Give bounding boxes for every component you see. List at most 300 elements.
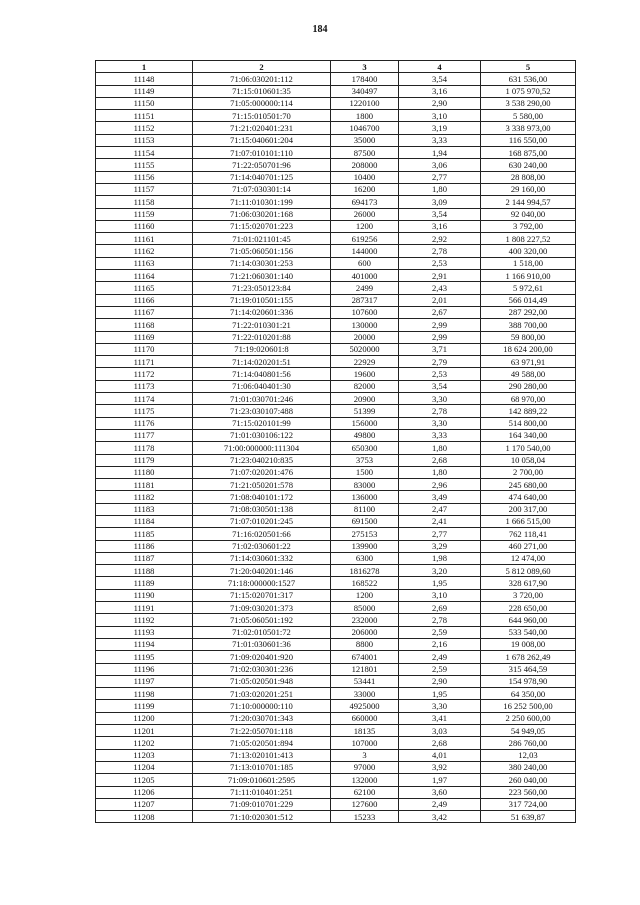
row-number-cell: 11171 bbox=[96, 356, 193, 368]
table-row bbox=[96, 417, 576, 429]
table-row bbox=[96, 122, 576, 134]
value-cell: 287 292,00 bbox=[481, 306, 576, 318]
row-number-cell: 11206 bbox=[96, 786, 193, 798]
row-number-cell: 11176 bbox=[96, 417, 193, 429]
rate-cell: 2,53 bbox=[399, 368, 481, 380]
row-number-cell: 11172 bbox=[96, 368, 193, 380]
table-row bbox=[96, 405, 576, 417]
area-cell: 15233 bbox=[331, 811, 399, 823]
area-cell: 178400 bbox=[331, 73, 399, 85]
row-number-cell: 11197 bbox=[96, 675, 193, 687]
cadastral-number-cell: 71:18:000000:1527 bbox=[193, 577, 331, 589]
rate-cell: 2,78 bbox=[399, 614, 481, 626]
cadastral-number-cell: 71:21:020401:231 bbox=[193, 122, 331, 134]
value-cell: 49 588,00 bbox=[481, 368, 576, 380]
cadastral-number-cell: 71:14:020601:336 bbox=[193, 306, 331, 318]
table-row bbox=[96, 712, 576, 724]
area-cell: 208000 bbox=[331, 159, 399, 171]
cadastral-table bbox=[95, 60, 576, 823]
cadastral-number-cell: 71:07:030301:14 bbox=[193, 183, 331, 195]
area-cell: 1200 bbox=[331, 220, 399, 232]
value-cell: 12,03 bbox=[481, 749, 576, 761]
value-cell: 644 960,00 bbox=[481, 614, 576, 626]
area-cell: 33000 bbox=[331, 688, 399, 700]
cadastral-number-cell: 71:02:030301:236 bbox=[193, 663, 331, 675]
table-row bbox=[96, 183, 576, 195]
value-cell: 54 949,05 bbox=[481, 725, 576, 737]
row-number-cell: 11168 bbox=[96, 319, 193, 331]
row-number-cell: 11181 bbox=[96, 479, 193, 491]
row-number-cell: 11203 bbox=[96, 749, 193, 761]
area-cell: 132000 bbox=[331, 774, 399, 786]
cadastral-number-cell: 71:05:020501:948 bbox=[193, 675, 331, 687]
cadastral-number-cell: 71:23:040210:835 bbox=[193, 454, 331, 466]
area-cell: 694173 bbox=[331, 196, 399, 208]
cadastral-number-cell: 71:22:010201:88 bbox=[193, 331, 331, 343]
value-cell: 3 338 973,00 bbox=[481, 122, 576, 134]
cadastral-number-cell: 71:19:010501:155 bbox=[193, 294, 331, 306]
row-number-cell: 11183 bbox=[96, 503, 193, 515]
area-cell: 3753 bbox=[331, 454, 399, 466]
area-cell: 600 bbox=[331, 257, 399, 269]
table-row bbox=[96, 466, 576, 478]
area-cell: 1046700 bbox=[331, 122, 399, 134]
area-cell: 650300 bbox=[331, 442, 399, 454]
area-cell: 87500 bbox=[331, 147, 399, 159]
row-number-cell: 11204 bbox=[96, 761, 193, 773]
area-cell: 83000 bbox=[331, 479, 399, 491]
area-cell: 340497 bbox=[331, 85, 399, 97]
table-row bbox=[96, 220, 576, 232]
cadastral-number-cell: 71:11:010301:199 bbox=[193, 196, 331, 208]
table-row bbox=[96, 97, 576, 109]
value-cell: 59 800,00 bbox=[481, 331, 576, 343]
value-cell: 5 972,61 bbox=[481, 282, 576, 294]
row-number-cell: 11163 bbox=[96, 257, 193, 269]
rate-cell: 3,20 bbox=[399, 565, 481, 577]
table-row bbox=[96, 331, 576, 343]
area-cell: 121801 bbox=[331, 663, 399, 675]
rate-cell: 2,59 bbox=[399, 626, 481, 638]
area-cell: 619256 bbox=[331, 233, 399, 245]
area-cell: 97000 bbox=[331, 761, 399, 773]
rate-cell: 2,77 bbox=[399, 171, 481, 183]
table-row bbox=[96, 786, 576, 798]
cadastral-number-cell: 71:00:000000:111304 bbox=[193, 442, 331, 454]
area-cell: 19600 bbox=[331, 368, 399, 380]
column-header-3: 3 bbox=[331, 61, 399, 73]
cadastral-number-cell: 71:15:010601:35 bbox=[193, 85, 331, 97]
value-cell: 116 550,00 bbox=[481, 134, 576, 146]
table-row bbox=[96, 343, 576, 355]
table-row bbox=[96, 110, 576, 122]
row-number-cell: 11152 bbox=[96, 122, 193, 134]
table-row bbox=[96, 663, 576, 675]
row-number-cell: 11179 bbox=[96, 454, 193, 466]
rate-cell: 2,53 bbox=[399, 257, 481, 269]
table-row bbox=[96, 429, 576, 441]
row-number-cell: 11207 bbox=[96, 798, 193, 810]
table-row bbox=[96, 442, 576, 454]
cadastral-number-cell: 71:14:030601:332 bbox=[193, 552, 331, 564]
area-cell: 1816278 bbox=[331, 565, 399, 577]
column-header-4: 4 bbox=[399, 61, 481, 73]
value-cell: 1 678 262,49 bbox=[481, 651, 576, 663]
table-row bbox=[96, 552, 576, 564]
value-cell: 762 118,41 bbox=[481, 528, 576, 540]
area-cell: 81100 bbox=[331, 503, 399, 515]
table-row bbox=[96, 171, 576, 183]
cadastral-number-cell: 71:05:060501:156 bbox=[193, 245, 331, 257]
rate-cell: 2,41 bbox=[399, 515, 481, 527]
value-cell: 630 240,00 bbox=[481, 159, 576, 171]
row-number-cell: 11196 bbox=[96, 663, 193, 675]
rate-cell: 3,30 bbox=[399, 417, 481, 429]
rate-cell: 2,49 bbox=[399, 651, 481, 663]
row-number-cell: 11165 bbox=[96, 282, 193, 294]
area-cell: 1220100 bbox=[331, 97, 399, 109]
row-number-cell: 11150 bbox=[96, 97, 193, 109]
rate-cell: 1,95 bbox=[399, 688, 481, 700]
cadastral-number-cell: 71:13:020101:413 bbox=[193, 749, 331, 761]
rate-cell: 1,80 bbox=[399, 466, 481, 478]
row-number-cell: 11158 bbox=[96, 196, 193, 208]
value-cell: 3 538 290,00 bbox=[481, 97, 576, 109]
rate-cell: 3,42 bbox=[399, 811, 481, 823]
row-number-cell: 11200 bbox=[96, 712, 193, 724]
value-cell: 1 075 970,52 bbox=[481, 85, 576, 97]
area-cell: 6300 bbox=[331, 552, 399, 564]
area-cell: 49800 bbox=[331, 429, 399, 441]
cadastral-number-cell: 71:07:010201:245 bbox=[193, 515, 331, 527]
area-cell: 82000 bbox=[331, 380, 399, 392]
rate-cell: 2,99 bbox=[399, 331, 481, 343]
rate-cell: 3,09 bbox=[399, 196, 481, 208]
table-row bbox=[96, 798, 576, 810]
row-number-cell: 11198 bbox=[96, 688, 193, 700]
area-cell: 1500 bbox=[331, 466, 399, 478]
header-row bbox=[96, 61, 576, 73]
table-row bbox=[96, 134, 576, 146]
cadastral-number-cell: 71:02:030601:22 bbox=[193, 540, 331, 552]
rate-cell: 2,90 bbox=[399, 97, 481, 109]
value-cell: 400 320,00 bbox=[481, 245, 576, 257]
rate-cell: 2,49 bbox=[399, 798, 481, 810]
table-row bbox=[96, 577, 576, 589]
rate-cell: 3,03 bbox=[399, 725, 481, 737]
area-cell: 1800 bbox=[331, 110, 399, 122]
table-row bbox=[96, 368, 576, 380]
row-number-cell: 11186 bbox=[96, 540, 193, 552]
table-row bbox=[96, 356, 576, 368]
cadastral-number-cell: 71:08:030501:138 bbox=[193, 503, 331, 515]
rate-cell: 3,16 bbox=[399, 85, 481, 97]
value-cell: 92 040,00 bbox=[481, 208, 576, 220]
cadastral-number-cell: 71:06:030201:168 bbox=[193, 208, 331, 220]
cadastral-number-cell: 71:06:040401:30 bbox=[193, 380, 331, 392]
row-number-cell: 11182 bbox=[96, 491, 193, 503]
cadastral-number-cell: 71:20:040201:146 bbox=[193, 565, 331, 577]
value-cell: 168 875,00 bbox=[481, 147, 576, 159]
cadastral-number-cell: 71:22:050701:118 bbox=[193, 725, 331, 737]
cadastral-number-cell: 71:06:030201:112 bbox=[193, 73, 331, 85]
value-cell: 1 666 515,00 bbox=[481, 515, 576, 527]
table-row bbox=[96, 294, 576, 306]
rate-cell: 1,80 bbox=[399, 442, 481, 454]
value-cell: 3 792,00 bbox=[481, 220, 576, 232]
table-row bbox=[96, 749, 576, 761]
table-row bbox=[96, 774, 576, 786]
cadastral-number-cell: 71:05:020501:894 bbox=[193, 737, 331, 749]
cadastral-number-cell: 71:23:050123:84 bbox=[193, 282, 331, 294]
area-cell: 139900 bbox=[331, 540, 399, 552]
value-cell: 286 760,00 bbox=[481, 737, 576, 749]
value-cell: 474 640,00 bbox=[481, 491, 576, 503]
value-cell: 460 271,00 bbox=[481, 540, 576, 552]
rate-cell: 2,99 bbox=[399, 319, 481, 331]
row-number-cell: 11178 bbox=[96, 442, 193, 454]
row-number-cell: 11164 bbox=[96, 270, 193, 282]
area-cell: 674001 bbox=[331, 651, 399, 663]
row-number-cell: 11161 bbox=[96, 233, 193, 245]
cadastral-number-cell: 71:14:040701:125 bbox=[193, 171, 331, 183]
row-number-cell: 11185 bbox=[96, 528, 193, 540]
rate-cell: 2,68 bbox=[399, 737, 481, 749]
rate-cell: 2,78 bbox=[399, 405, 481, 417]
row-number-cell: 11190 bbox=[96, 589, 193, 601]
area-cell: 206000 bbox=[331, 626, 399, 638]
rate-cell: 3,54 bbox=[399, 208, 481, 220]
row-number-cell: 11202 bbox=[96, 737, 193, 749]
value-cell: 164 340,00 bbox=[481, 429, 576, 441]
table-row bbox=[96, 688, 576, 700]
area-cell: 107000 bbox=[331, 737, 399, 749]
table-row bbox=[96, 811, 576, 823]
row-number-cell: 11193 bbox=[96, 626, 193, 638]
table-row bbox=[96, 208, 576, 220]
table-row bbox=[96, 565, 576, 577]
area-cell: 51399 bbox=[331, 405, 399, 417]
value-cell: 223 560,00 bbox=[481, 786, 576, 798]
value-cell: 19 008,00 bbox=[481, 638, 576, 650]
cadastral-number-cell: 71:14:040801:56 bbox=[193, 368, 331, 380]
table-row bbox=[96, 540, 576, 552]
cadastral-number-cell: 71:19:020601:8 bbox=[193, 343, 331, 355]
rate-cell: 2,43 bbox=[399, 282, 481, 294]
value-cell: 12 474,00 bbox=[481, 552, 576, 564]
value-cell: 260 040,00 bbox=[481, 774, 576, 786]
value-cell: 64 350,00 bbox=[481, 688, 576, 700]
value-cell: 1 170 540,00 bbox=[481, 442, 576, 454]
row-number-cell: 11166 bbox=[96, 294, 193, 306]
row-number-cell: 11184 bbox=[96, 515, 193, 527]
table-row bbox=[96, 614, 576, 626]
rate-cell: 1,80 bbox=[399, 183, 481, 195]
table-row bbox=[96, 675, 576, 687]
cadastral-number-cell: 71:15:010501:70 bbox=[193, 110, 331, 122]
rate-cell: 3,71 bbox=[399, 343, 481, 355]
cadastral-number-cell: 71:21:050201:578 bbox=[193, 479, 331, 491]
table-row bbox=[96, 245, 576, 257]
area-cell: 35000 bbox=[331, 134, 399, 146]
value-cell: 228 650,00 bbox=[481, 602, 576, 614]
area-cell: 691500 bbox=[331, 515, 399, 527]
row-number-cell: 11170 bbox=[96, 343, 193, 355]
rate-cell: 3,19 bbox=[399, 122, 481, 134]
row-number-cell: 11191 bbox=[96, 602, 193, 614]
area-cell: 4925000 bbox=[331, 700, 399, 712]
table-row bbox=[96, 737, 576, 749]
rate-cell: 2,16 bbox=[399, 638, 481, 650]
value-cell: 200 317,00 bbox=[481, 503, 576, 515]
area-cell: 16200 bbox=[331, 183, 399, 195]
rate-cell: 3,33 bbox=[399, 134, 481, 146]
rate-cell: 3,41 bbox=[399, 712, 481, 724]
value-cell: 68 970,00 bbox=[481, 393, 576, 405]
rate-cell: 3,30 bbox=[399, 700, 481, 712]
table-row bbox=[96, 602, 576, 614]
area-cell: 1200 bbox=[331, 589, 399, 601]
cadastral-number-cell: 71:01:030601:36 bbox=[193, 638, 331, 650]
table-row bbox=[96, 638, 576, 650]
value-cell: 2 700,00 bbox=[481, 466, 576, 478]
rate-cell: 2,79 bbox=[399, 356, 481, 368]
rate-cell: 2,01 bbox=[399, 294, 481, 306]
cadastral-number-cell: 71:22:010301:21 bbox=[193, 319, 331, 331]
row-number-cell: 11157 bbox=[96, 183, 193, 195]
row-number-cell: 11188 bbox=[96, 565, 193, 577]
table-row bbox=[96, 73, 576, 85]
area-cell: 8800 bbox=[331, 638, 399, 650]
row-number-cell: 11199 bbox=[96, 700, 193, 712]
cadastral-number-cell: 71:07:010101:110 bbox=[193, 147, 331, 159]
value-cell: 28 808,00 bbox=[481, 171, 576, 183]
row-number-cell: 11167 bbox=[96, 306, 193, 318]
cadastral-number-cell: 71:16:020501:66 bbox=[193, 528, 331, 540]
area-cell: 136000 bbox=[331, 491, 399, 503]
table-row bbox=[96, 270, 576, 282]
row-number-cell: 11174 bbox=[96, 393, 193, 405]
value-cell: 245 680,00 bbox=[481, 479, 576, 491]
value-cell: 10 058,04 bbox=[481, 454, 576, 466]
cadastral-number-cell: 71:15:040601:204 bbox=[193, 134, 331, 146]
area-cell: 85000 bbox=[331, 602, 399, 614]
column-header-1: 1 bbox=[96, 61, 193, 73]
rate-cell: 2,67 bbox=[399, 306, 481, 318]
table-row bbox=[96, 479, 576, 491]
cadastral-number-cell: 71:01:021101:45 bbox=[193, 233, 331, 245]
table-row bbox=[96, 282, 576, 294]
value-cell: 2 250 600,00 bbox=[481, 712, 576, 724]
cadastral-number-cell: 71:01:030106:122 bbox=[193, 429, 331, 441]
row-number-cell: 11173 bbox=[96, 380, 193, 392]
value-cell: 142 889,22 bbox=[481, 405, 576, 417]
rate-cell: 3,49 bbox=[399, 491, 481, 503]
rate-cell: 2,92 bbox=[399, 233, 481, 245]
row-number-cell: 11153 bbox=[96, 134, 193, 146]
area-cell: 660000 bbox=[331, 712, 399, 724]
value-cell: 1 166 910,00 bbox=[481, 270, 576, 282]
row-number-cell: 11177 bbox=[96, 429, 193, 441]
rate-cell: 2,69 bbox=[399, 602, 481, 614]
area-cell: 2499 bbox=[331, 282, 399, 294]
table-row bbox=[96, 159, 576, 171]
row-number-cell: 11151 bbox=[96, 110, 193, 122]
cadastral-number-cell: 71:15:020701:223 bbox=[193, 220, 331, 232]
row-number-cell: 11208 bbox=[96, 811, 193, 823]
row-number-cell: 11187 bbox=[96, 552, 193, 564]
rate-cell: 2,96 bbox=[399, 479, 481, 491]
cadastral-number-cell: 71:14:030301:253 bbox=[193, 257, 331, 269]
table-row bbox=[96, 528, 576, 540]
cadastral-number-cell: 71:13:010701:185 bbox=[193, 761, 331, 773]
value-cell: 2 144 994,57 bbox=[481, 196, 576, 208]
area-cell: 26000 bbox=[331, 208, 399, 220]
page-number: 184 bbox=[312, 24, 328, 35]
row-number-cell: 11192 bbox=[96, 614, 193, 626]
table-row bbox=[96, 306, 576, 318]
value-cell: 154 978,90 bbox=[481, 675, 576, 687]
area-cell: 22929 bbox=[331, 356, 399, 368]
table-row bbox=[96, 761, 576, 773]
rate-cell: 3,16 bbox=[399, 220, 481, 232]
row-number-cell: 11162 bbox=[96, 245, 193, 257]
row-number-cell: 11155 bbox=[96, 159, 193, 171]
table-row bbox=[96, 85, 576, 97]
value-cell: 18 624 200,00 bbox=[481, 343, 576, 355]
area-cell: 232000 bbox=[331, 614, 399, 626]
area-cell: 10400 bbox=[331, 171, 399, 183]
cadastral-number-cell: 71:08:040101:172 bbox=[193, 491, 331, 503]
area-cell: 20000 bbox=[331, 331, 399, 343]
cadastral-number-cell: 71:20:030701:343 bbox=[193, 712, 331, 724]
value-cell: 380 240,00 bbox=[481, 761, 576, 773]
cadastral-number-cell: 71:10:000000:110 bbox=[193, 700, 331, 712]
row-number-cell: 11180 bbox=[96, 466, 193, 478]
area-cell: 5020000 bbox=[331, 343, 399, 355]
rate-cell: 3,29 bbox=[399, 540, 481, 552]
area-cell: 62100 bbox=[331, 786, 399, 798]
row-number-cell: 11169 bbox=[96, 331, 193, 343]
area-cell: 287317 bbox=[331, 294, 399, 306]
table-row bbox=[96, 454, 576, 466]
cadastral-number-cell: 71:10:020301:512 bbox=[193, 811, 331, 823]
cadastral-number-cell: 71:15:020701:317 bbox=[193, 589, 331, 601]
table-row bbox=[96, 725, 576, 737]
row-number-cell: 11189 bbox=[96, 577, 193, 589]
rate-cell: 4,01 bbox=[399, 749, 481, 761]
area-cell: 53441 bbox=[331, 675, 399, 687]
table-row bbox=[96, 393, 576, 405]
table-row bbox=[96, 196, 576, 208]
rate-cell: 1,97 bbox=[399, 774, 481, 786]
area-cell: 275153 bbox=[331, 528, 399, 540]
table-row bbox=[96, 626, 576, 638]
rate-cell: 3,54 bbox=[399, 380, 481, 392]
value-cell: 5 580,00 bbox=[481, 110, 576, 122]
area-cell: 144000 bbox=[331, 245, 399, 257]
value-cell: 631 536,00 bbox=[481, 73, 576, 85]
cadastral-number-cell: 71:09:010601:2595 bbox=[193, 774, 331, 786]
rate-cell: 2,59 bbox=[399, 663, 481, 675]
row-number-cell: 11201 bbox=[96, 725, 193, 737]
value-cell: 3 720,00 bbox=[481, 589, 576, 601]
rate-cell: 2,77 bbox=[399, 528, 481, 540]
cadastral-number-cell: 71:01:030701:246 bbox=[193, 393, 331, 405]
value-cell: 317 724,00 bbox=[481, 798, 576, 810]
rate-cell: 3,10 bbox=[399, 110, 481, 122]
value-cell: 63 971,91 bbox=[481, 356, 576, 368]
